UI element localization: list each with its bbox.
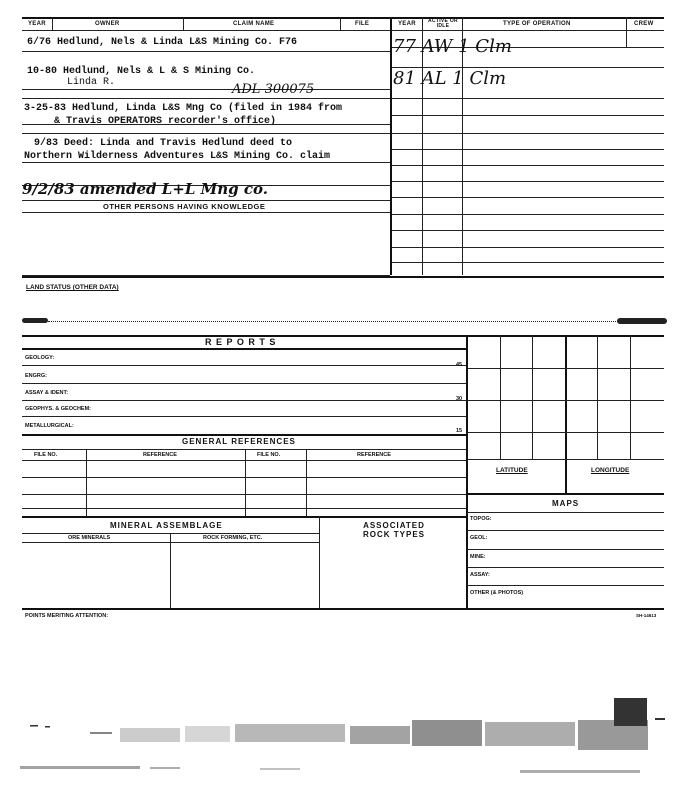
ore-minerals-label: ORE MINERALS xyxy=(68,535,111,541)
maps-row-mine: MINE: xyxy=(470,554,486,560)
maps-row-other: OTHER (& PHOTOS) xyxy=(470,590,524,596)
adl-number: ADL 300075 xyxy=(232,82,315,97)
maps-row-assay: ASSAY: xyxy=(470,572,490,578)
reports-row-assay: ASSAY & IDENT: xyxy=(25,390,69,396)
ref-col-reference-2: REFERENCE xyxy=(357,452,391,458)
header-file: FILE xyxy=(355,21,370,27)
general-references-title: GENERAL REFERENCES xyxy=(182,437,296,446)
reports-title: R E P O R T S xyxy=(205,337,277,347)
mineral-assemblage-title: MINERAL ASSEMBLAGE xyxy=(110,521,223,530)
other-persons-label: OTHER PERSONS HAVING KNOWLEDGE xyxy=(103,202,266,211)
reports-row-metallurgical: METALLURGICAL: xyxy=(25,423,74,429)
owner-entry-3: Linda R. xyxy=(67,77,116,88)
latitude-label: LATITUDE xyxy=(496,467,528,474)
redaction-mark-left xyxy=(22,318,48,323)
ref-col-file-no-2: FILE NO. xyxy=(257,452,281,458)
operation-row-2: 81 AL 1 Clm xyxy=(393,68,507,89)
associated-rock-types: ASSOCIATED ROCK TYPES xyxy=(362,521,425,539)
header-year-right: YEAR xyxy=(398,21,416,27)
owner-entry-7: Northern Wilderness Adventures L&S Mining Co. claim xyxy=(24,151,331,162)
amended-note: 9/2/83 amended L+L Mng co. xyxy=(22,180,268,198)
owner-entry-5: & Travis OPERATORS recorder's office) xyxy=(54,116,277,127)
reports-row-engrg: ENGRG: xyxy=(25,373,47,379)
maps-row-geol: GEOL: xyxy=(470,535,488,541)
form-number: SH-14613 xyxy=(636,613,657,618)
header-year: YEAR xyxy=(28,21,46,27)
marker-30: 30 xyxy=(456,396,463,402)
owner-entry-6: 9/83 Deed: Linda and Travis Hedlund deed to xyxy=(34,138,293,149)
reports-row-geology: GEOLOGY: xyxy=(25,355,55,361)
header-owner: OWNER xyxy=(95,21,120,27)
marker-45: 45 xyxy=(456,362,463,368)
owner-entry-2: 10-80 Hedlund, Nels & L & S Mining Co. xyxy=(27,66,256,77)
header-type-of-operation: TYPE OF OPERATION xyxy=(503,21,571,27)
header-active-or-idle: ACTIVE OR IDLE xyxy=(428,18,458,29)
header-claim-name: CLAIM NAME xyxy=(233,21,275,27)
reports-row-geophys: GEOPHYS. & GEOCHEM: xyxy=(25,406,92,412)
maps-row-topog: TOPOG: xyxy=(470,516,492,522)
header-crew: CREW xyxy=(634,21,654,27)
maps-title: MAPS xyxy=(552,499,580,508)
ref-col-file-no-1: FILE NO. xyxy=(34,452,58,458)
redaction-mark-right xyxy=(617,318,667,324)
owner-entry-1: 6/76 Hedlund, Nels & Linda L&S Mining Co. F76 xyxy=(27,37,298,48)
rock-forming-label: ROCK FORMING, ETC. xyxy=(203,535,263,541)
land-status-label: LAND STATUS (OTHER DATA) xyxy=(26,284,119,291)
marker-15: 15 xyxy=(456,428,463,434)
ref-col-reference-1: REFERENCE xyxy=(143,452,177,458)
points-meriting-attention: POINTS MERITING ATTENTION: xyxy=(25,613,109,619)
longitude-label: LONGITUDE xyxy=(591,467,630,474)
operation-row-1: 77 AW 1 Clm xyxy=(393,36,512,57)
scan-noise xyxy=(0,690,678,790)
owner-entry-4: 3-25-83 Hedlund, Linda L&S Mng Co (filed in 1984 from xyxy=(24,103,343,114)
